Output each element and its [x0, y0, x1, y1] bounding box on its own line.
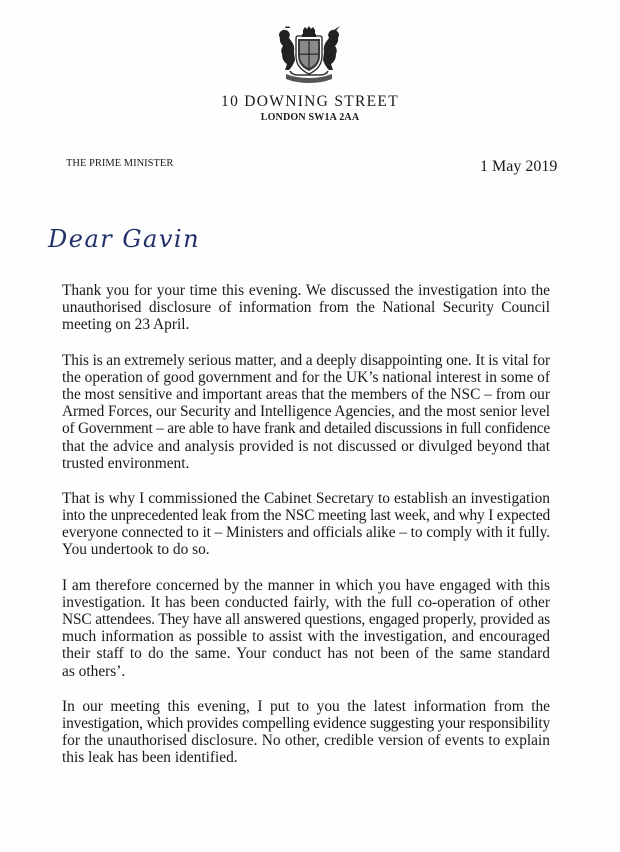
- paragraph-line: the operation of good government and for the UK’s national interest in some of: [62, 368, 550, 386]
- letter-body: [62, 282, 550, 785]
- paragraph-line: their staff to do the same. Your conduct has not been of the same standard: [62, 645, 550, 663]
- handwritten-salutation: Dear Gavin: [48, 225, 201, 253]
- paragraph-line: In our meeting this evening, I put to you the latest information from the: [62, 697, 550, 715]
- sender-title: THE PRIME MINISTER: [66, 158, 174, 169]
- letter-paragraph: [62, 577, 550, 680]
- paragraph-line: the most sensitive and important areas that the members of the NSC – from our: [62, 385, 550, 403]
- paragraph-line: I am therefore concerned by the manner in which you have engaged with this: [62, 576, 550, 594]
- paragraph-line: that the advice and analysis provided is not discussed or divulged beyond that: [62, 437, 550, 455]
- letter-paragraph: [62, 490, 550, 559]
- paragraph-line: everyone connected to it – Ministers and officials alike – to comply with it fully.: [62, 524, 550, 542]
- paragraph-line: That is why I commissioned the Cabinet Secretary to establish an investigation: [62, 489, 550, 507]
- paragraph-line: meeting on 23 April.: [62, 316, 190, 334]
- paragraph-line: for the unauthorised disclosure. No other, credible version of events to explain: [62, 732, 550, 750]
- letter-paragraph: [62, 282, 550, 334]
- paragraph-line: investigation. It has been conducted fairly, with the full co-operation of other: [62, 593, 550, 611]
- paragraph-line: much information as possible to assist with the investigation, and encouraged: [62, 628, 550, 646]
- paragraph-line: Armed Forces, our Security and Intelligence Agencies, and the most senior level: [62, 403, 550, 421]
- paragraph-line: as others’.: [62, 662, 126, 680]
- royal-crest-icon: [276, 26, 342, 84]
- paragraph-line: This is an extremely serious matter, and a deeply disappointing one. It is vital for: [62, 351, 550, 369]
- paragraph-line: Thank you for your time this evening. We discussed the investigation into the: [62, 282, 550, 299]
- letter-paragraph: [62, 698, 550, 767]
- paragraph-line: of Government – are able to have frank and detailed discussions in full confidence: [62, 420, 550, 438]
- letter-date: 1 May 2019: [480, 158, 558, 175]
- paragraph-line: unauthorised disclosure of information from the National Security Council: [62, 299, 550, 317]
- paragraph-line: trusted environment.: [62, 454, 190, 472]
- letterhead-address-line-1: 10 DOWNING STREET: [221, 93, 399, 110]
- paragraph-line: this leak has been identified.: [62, 749, 238, 767]
- paragraph-line: NSC attendees. They have all answered questions, engaged properly, provided as: [62, 611, 550, 628]
- paragraph-line: You undertook to do so.: [62, 541, 210, 559]
- letter-paragraph: [62, 352, 550, 472]
- paragraph-line: investigation, which provides compelling evidence suggesting your responsibility: [62, 714, 550, 732]
- letterhead-address-line-2: LONDON SW1A 2AA: [260, 112, 360, 123]
- paragraph-line: into the unprecedented leak from the NSC meeting last week, and why I expected: [62, 507, 550, 525]
